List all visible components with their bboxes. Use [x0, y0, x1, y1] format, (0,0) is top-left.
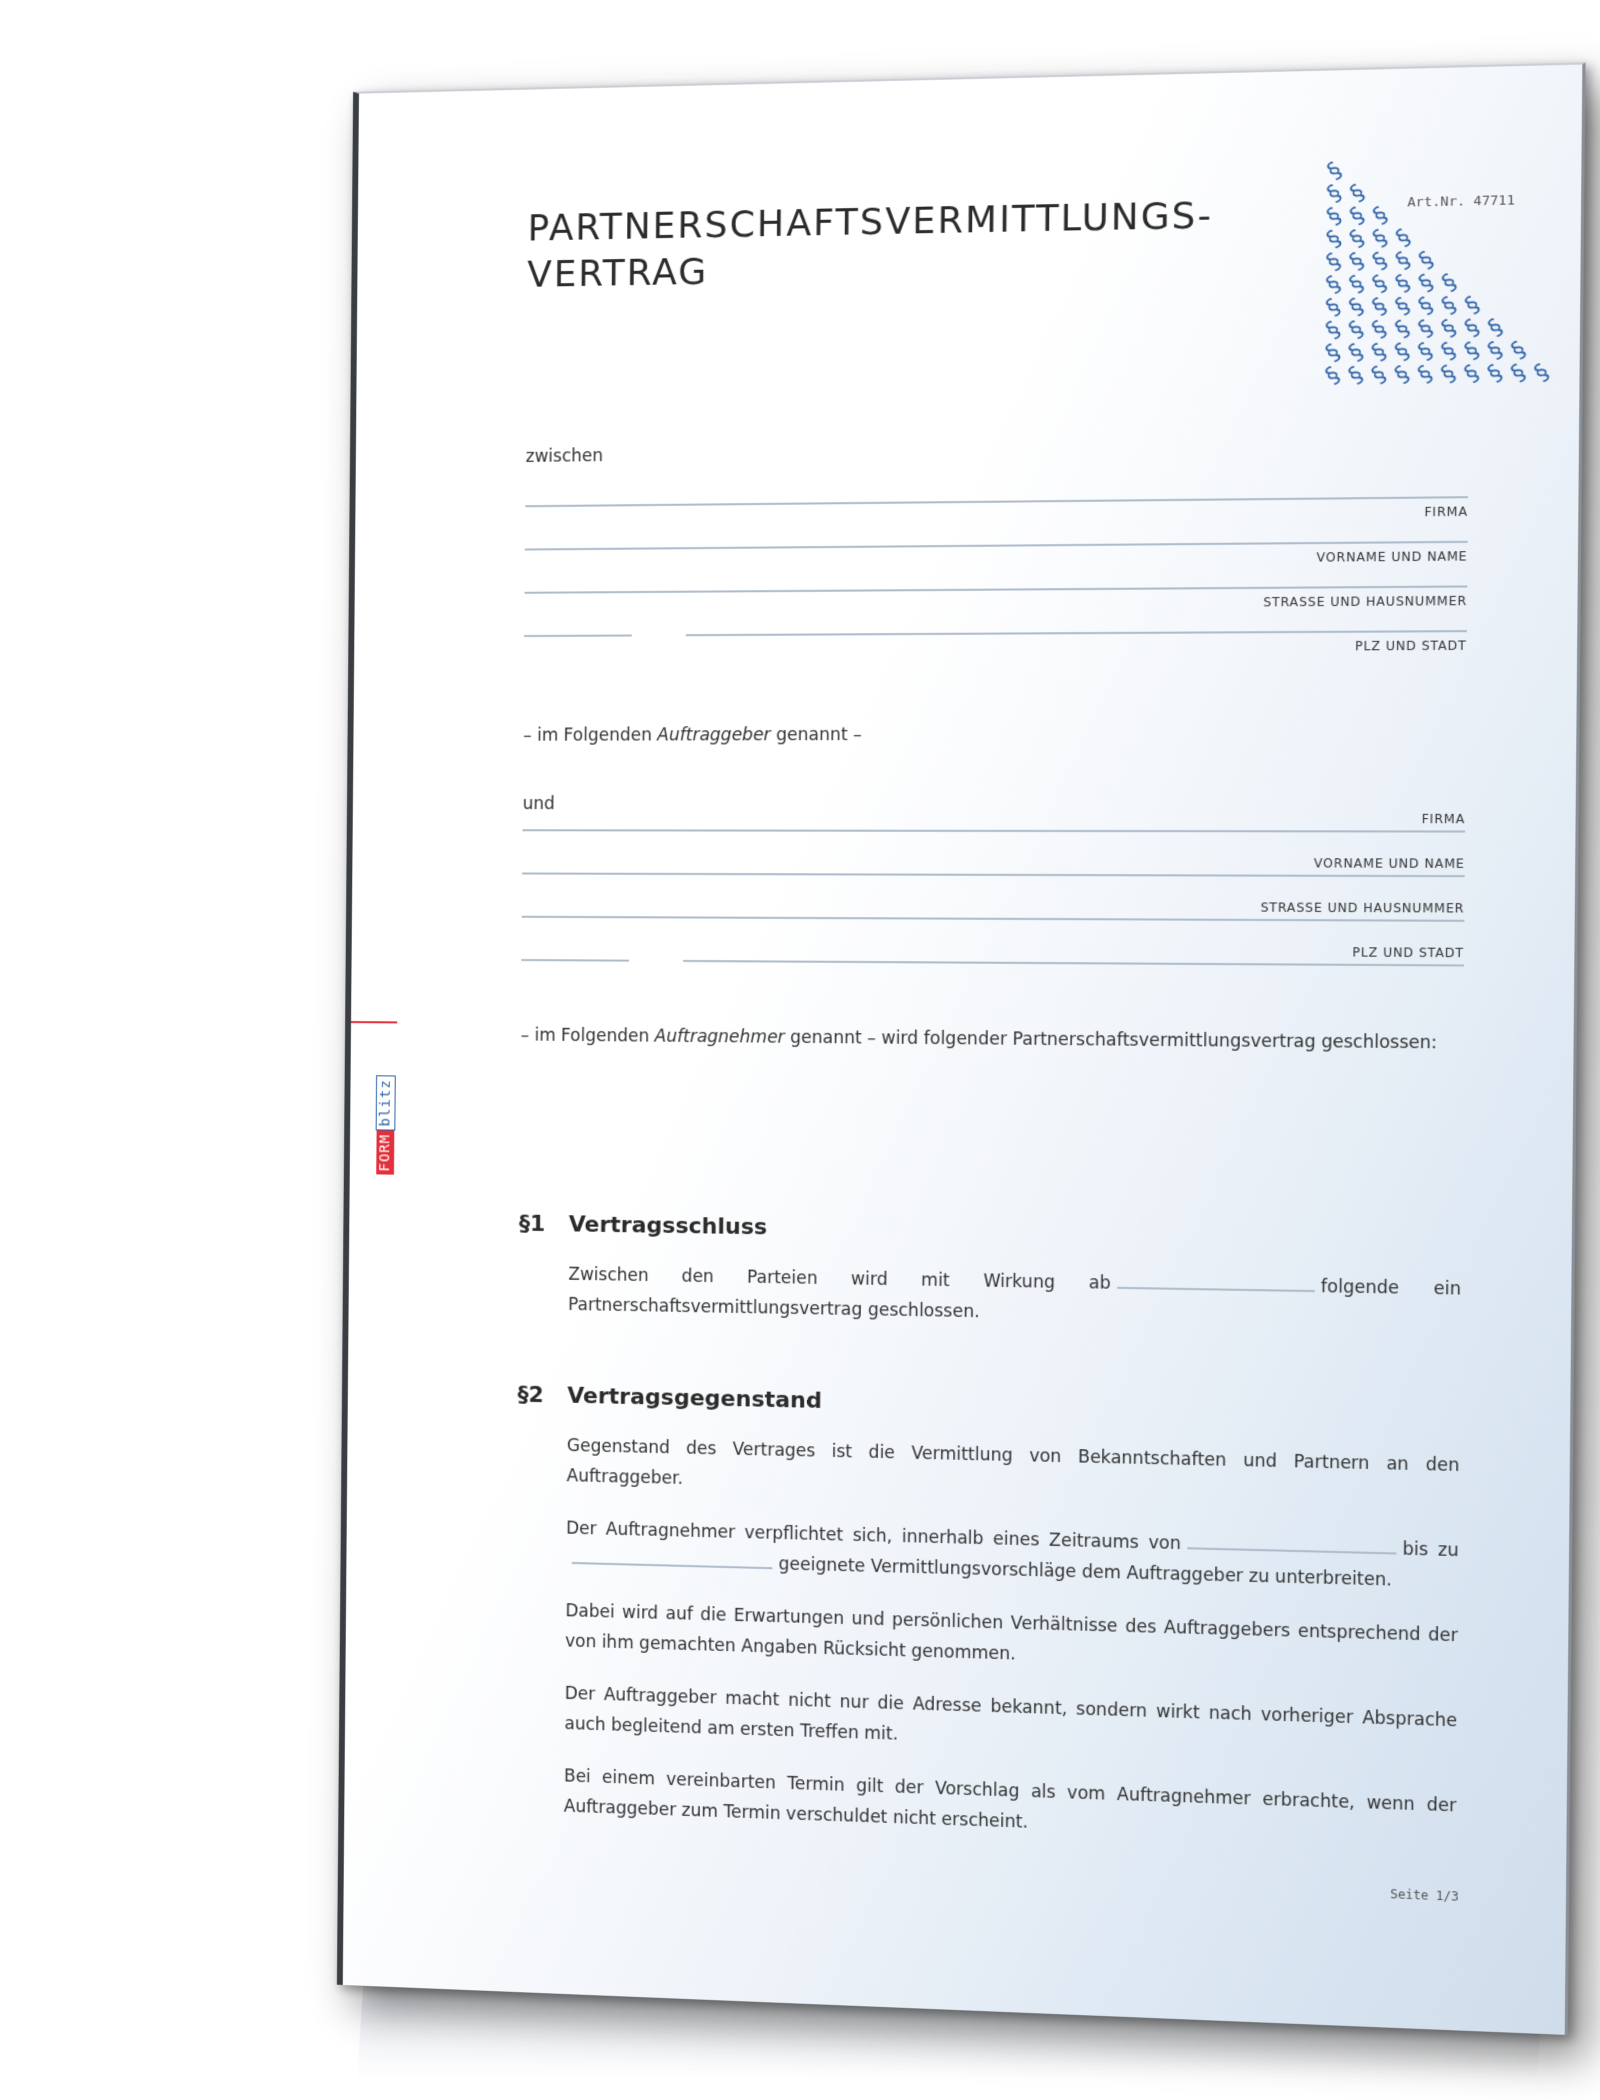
section-1 — [518, 1212, 1461, 1337]
pattern-glyph: § — [1345, 179, 1370, 208]
pattern-glyph: § — [1413, 315, 1439, 343]
formblitz-logo — [374, 1024, 397, 1174]
zip-line — [524, 634, 632, 637]
party2-name-field[interactable] — [522, 837, 1465, 883]
party2-company-field[interactable] — [522, 794, 1465, 839]
pattern-glyph: § — [1322, 180, 1347, 208]
city-line — [683, 960, 1464, 967]
pattern-glyph: § — [1391, 224, 1416, 253]
section-number: §2 — [517, 1382, 544, 1409]
pattern-glyph: § — [1367, 338, 1392, 367]
pattern-glyph: § — [1322, 225, 1347, 254]
party1-name-field[interactable] — [525, 504, 1468, 565]
pattern-glyph: § — [1483, 314, 1509, 342]
party2-address-block — [521, 794, 1465, 973]
pattern-glyph: § — [1321, 248, 1347, 277]
field-label: FIRMA — [1421, 811, 1466, 827]
pattern-glyph: § — [1322, 202, 1347, 231]
pattern-glyph: § — [1413, 360, 1438, 389]
logo-blitz-text: blitz — [376, 1075, 396, 1130]
pattern-glyph: § — [1320, 362, 1346, 390]
count-field[interactable] — [572, 1546, 773, 1569]
pattern-glyph: § — [1343, 361, 1369, 390]
pattern-glyph: § — [1344, 248, 1370, 276]
section-title: Vertragsschluss — [568, 1212, 768, 1241]
section-number: §1 — [518, 1211, 546, 1238]
zip-line — [521, 959, 629, 962]
party1-designation: – im Folgenden Auftraggeber genannt – — [523, 724, 862, 746]
between-label: zwischen — [525, 445, 604, 467]
document-page — [337, 62, 1586, 2035]
pattern-glyph: § — [1413, 338, 1439, 366]
city-line — [686, 630, 1467, 636]
pattern-glyph: § — [1367, 270, 1393, 299]
pattern-glyph: § — [1368, 202, 1393, 230]
pattern-glyph: § — [1460, 337, 1485, 366]
pattern-glyph: § — [1459, 360, 1485, 388]
field-line — [522, 829, 1465, 832]
party1-city-field[interactable] — [524, 594, 1467, 654]
field-line — [525, 541, 1468, 551]
pattern-glyph: § — [1413, 292, 1439, 321]
pattern-glyph: § — [1460, 291, 1486, 320]
field-line — [524, 585, 1467, 593]
pattern-glyph: § — [1506, 336, 1532, 365]
pattern-glyph: § — [1414, 269, 1439, 298]
paragraph: Der Auftraggeber macht nicht nur die Adresse bekannt, sondern wirkt nach vorheriger Absprache auch begleitend am ersten Treffen mit. — [564, 1683, 1458, 1745]
party2-city-field[interactable] — [521, 924, 1464, 973]
field-label: VORNAME UND NAME — [1313, 856, 1465, 871]
article-number: Art.Nr. 47711 — [1407, 193, 1516, 211]
pattern-glyph: § — [1483, 359, 1508, 388]
pattern-glyph: § — [1321, 316, 1346, 345]
pattern-glyph: § — [1436, 314, 1462, 343]
document-title — [527, 193, 1213, 299]
paragraph: Dabei wird auf die Erwartungen und persönlichen Verhältnisse des Auftraggebers entsprechend der von ihm gemachten Angaben Rücksicht genommen. — [565, 1601, 1459, 1665]
party1-address-block — [524, 460, 1469, 654]
pattern-glyph: § — [1506, 359, 1532, 388]
party1-street-field[interactable] — [524, 549, 1468, 610]
pattern-glyph: § — [1390, 315, 1416, 344]
party2-designation: – im Folgenden Auftragnehmer genannt – wird folgender Partnerschaftsvermittlungsvertrag geschlossen: — [520, 1025, 1438, 1054]
pattern-glyph: § — [1345, 225, 1370, 253]
pattern-glyph: § — [1437, 269, 1462, 297]
pattern-glyph: § — [1344, 270, 1370, 299]
pattern-glyph: § — [1344, 316, 1369, 344]
party2-street-field[interactable] — [522, 881, 1465, 929]
pattern-glyph: § — [1436, 360, 1462, 389]
field-label: FIRMA — [1424, 504, 1469, 520]
paragraph: Der Auftragnehmer verpflichtet sich, innerhalb eines Zeitraums von bis zugeeignete Vermittlungsvorschläge dem Auftraggeber zu unterbreiten. — [566, 1518, 1459, 1591]
section-2 — [514, 1382, 1460, 1852]
pattern-glyph: § — [1390, 361, 1415, 389]
pattern-glyph: § — [1345, 202, 1370, 231]
pattern-glyph: § — [1367, 361, 1392, 390]
field-line — [522, 916, 1465, 922]
pattern-glyph: § — [1414, 246, 1439, 275]
pattern-glyph: § — [1460, 314, 1485, 343]
field-label: STRASSE UND HAUSNUMMER — [1260, 900, 1465, 916]
field-label: VORNAME UND NAME — [1316, 549, 1468, 565]
period-field[interactable] — [1187, 1531, 1396, 1555]
and-label: und — [522, 794, 555, 815]
pattern-glyph: § — [1344, 339, 1369, 367]
pattern-glyph: § — [1436, 337, 1462, 366]
pattern-glyph: § — [1322, 157, 1348, 186]
pattern-glyph: § — [1483, 336, 1508, 365]
page-number: Seite 1/3 — [1390, 1886, 1459, 1904]
pattern-glyph: § — [1391, 269, 1416, 298]
field-label: STRASSE UND HAUSNUMMER — [1263, 593, 1468, 610]
section-heading — [517, 1382, 1460, 1427]
pattern-glyph: § — [1437, 292, 1462, 320]
pattern-glyph: § — [1321, 271, 1347, 299]
paragraph-pattern-icon — [1320, 155, 1565, 398]
field-line — [522, 872, 1465, 877]
logo-rule — [337, 1021, 397, 1023]
pattern-glyph: § — [1390, 338, 1415, 367]
section-heading — [519, 1212, 1462, 1251]
pattern-glyph: § — [1368, 247, 1393, 276]
title-line-2: VERTRAG — [527, 251, 709, 296]
logo-form-text: FORM — [376, 1131, 394, 1175]
field-label: PLZ UND STADT — [1352, 945, 1465, 961]
pattern-glyph: § — [1344, 293, 1369, 322]
pattern-glyph: § — [1321, 339, 1346, 368]
pattern-glyph: § — [1367, 293, 1393, 321]
pattern-glyph: § — [1321, 293, 1346, 322]
start-date-field[interactable] — [1117, 1270, 1315, 1292]
pattern-glyph: § — [1368, 224, 1393, 253]
field-label: PLZ UND STADT — [1355, 638, 1467, 654]
title-line-1: PARTNERSCHAFTSVERMITTLUNGS- — [527, 194, 1214, 250]
paragraph: Zwischen den Parteien wird mit Wirkung ab folgende ein Partnerschaftsvermittlungsvertrag geschlossen. — [568, 1264, 1462, 1323]
pattern-glyph: § — [1367, 315, 1392, 344]
pattern-glyph: § — [1391, 247, 1416, 275]
paragraph: Bei einem vereinbarten Termin gilt der Vorschlag als vom Auftragnehmer erbrachte, wenn der Auftraggeber zum Termin verschuldet nicht erscheint. — [563, 1766, 1457, 1833]
pattern-glyph: § — [1390, 292, 1416, 321]
paragraph: Gegenstand des Vertrages ist die Vermittlung von Bekanntschaften und Partnern an den Auftraggeber. — [566, 1435, 1460, 1489]
section-title: Vertragsgegenstand — [567, 1383, 823, 1415]
pattern-glyph: § — [1529, 359, 1555, 388]
